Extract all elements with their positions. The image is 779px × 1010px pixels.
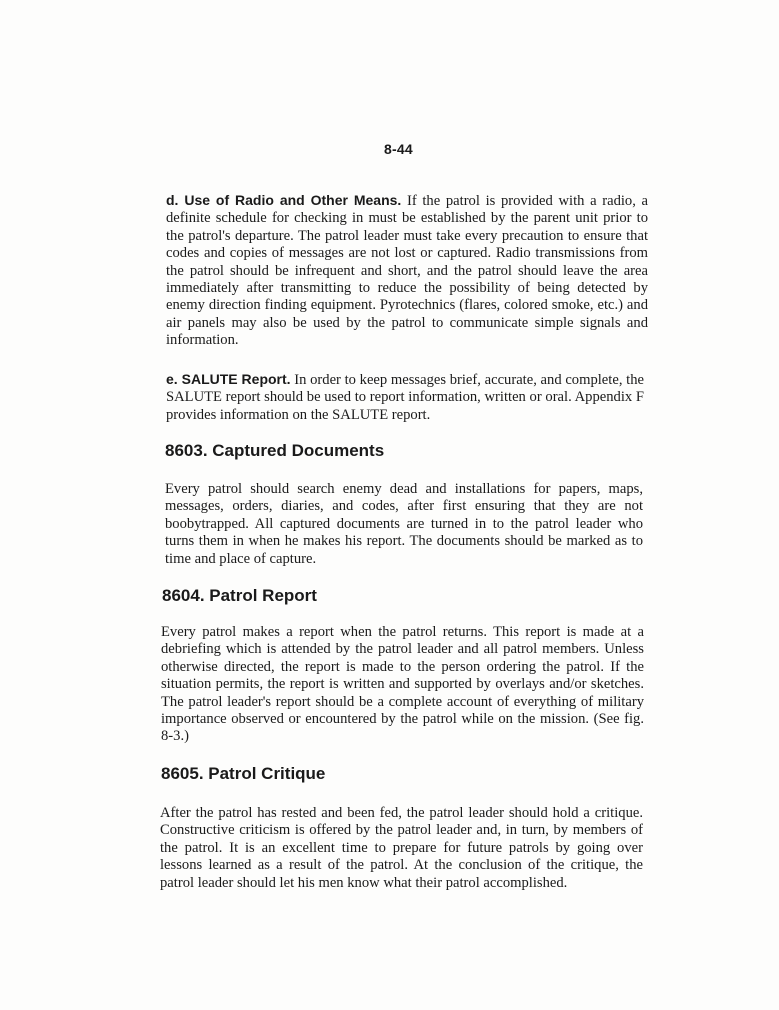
paragraph-salute-report (166, 371, 644, 424)
section-heading-captured-documents: 8603. Captured Documents (165, 441, 385, 460)
paragraph-body: If the patrol is provided with a radio, a definite schedule for checking in must be established by the parent unit prior to the patrol's departure. The patrol leader must take every precaution to ensure that codes and copies of messages are not lost or captured. Radio transmissions from the patrol should be infrequent and short, and the patrol should leave the area immediately after transmitting to reduce the possibility of being detected by enemy direction finding equipment. Pyrotechnics (flares, colored smoke, etc.) and air panels may also be used by the patrol to communicate simple signals and information. (166, 193, 649, 349)
page-number: 8-44 (384, 141, 413, 157)
paragraph-use-of-radio (166, 192, 648, 350)
section-heading-patrol-critique: 8605. Patrol Critique (161, 764, 326, 783)
paragraph-lead-heading: e. SALUTE Report. (166, 371, 291, 387)
section-heading-patrol-report: 8604. Patrol Report (162, 586, 317, 605)
paragraph-patrol-report: Every patrol makes a report when the patrol returns. This report is made at a debriefing which is attended by the patrol leader and all patrol members. Unless otherwise directed, the report is made to the person ordering the patrol. If the situation permits, the report is written and supported by overlays and/or sketches. The patrol leader's report should be a complete account of everything of military importance observed or encountered by the patrol while on the mission. (See fig. 8-3.) (161, 624, 644, 745)
paragraph-lead-heading: d. Use of Radio and Other Means. (166, 192, 402, 208)
paragraph-captured-documents: Every patrol should search enemy dead and installations for papers, maps, messages, orders, diaries, and codes, after first ensuring that they are not boobytrapped. All captured documents are turned in to the patrol leader who turns them in when he makes his report. The documents should be marked as to time and place of capture. (165, 481, 643, 567)
paragraph-body: In order to keep messages brief, accurate, and complete, the SALUTE report should be used to report information, written or oral. Appendix F provides information on the SALUTE report. (166, 372, 644, 423)
paragraph-patrol-critique: After the patrol has rested and been fed, the patrol leader should hold a critique. Constructive criticism is offered by the patrol leader and, in turn, by members of the patrol. It is an excellent time to prepare for future patrols by going over lessons learned as a result of the patrol. At the conclusion of the critique, the patrol leader should let his men know what their patrol accomplished. (160, 805, 643, 891)
